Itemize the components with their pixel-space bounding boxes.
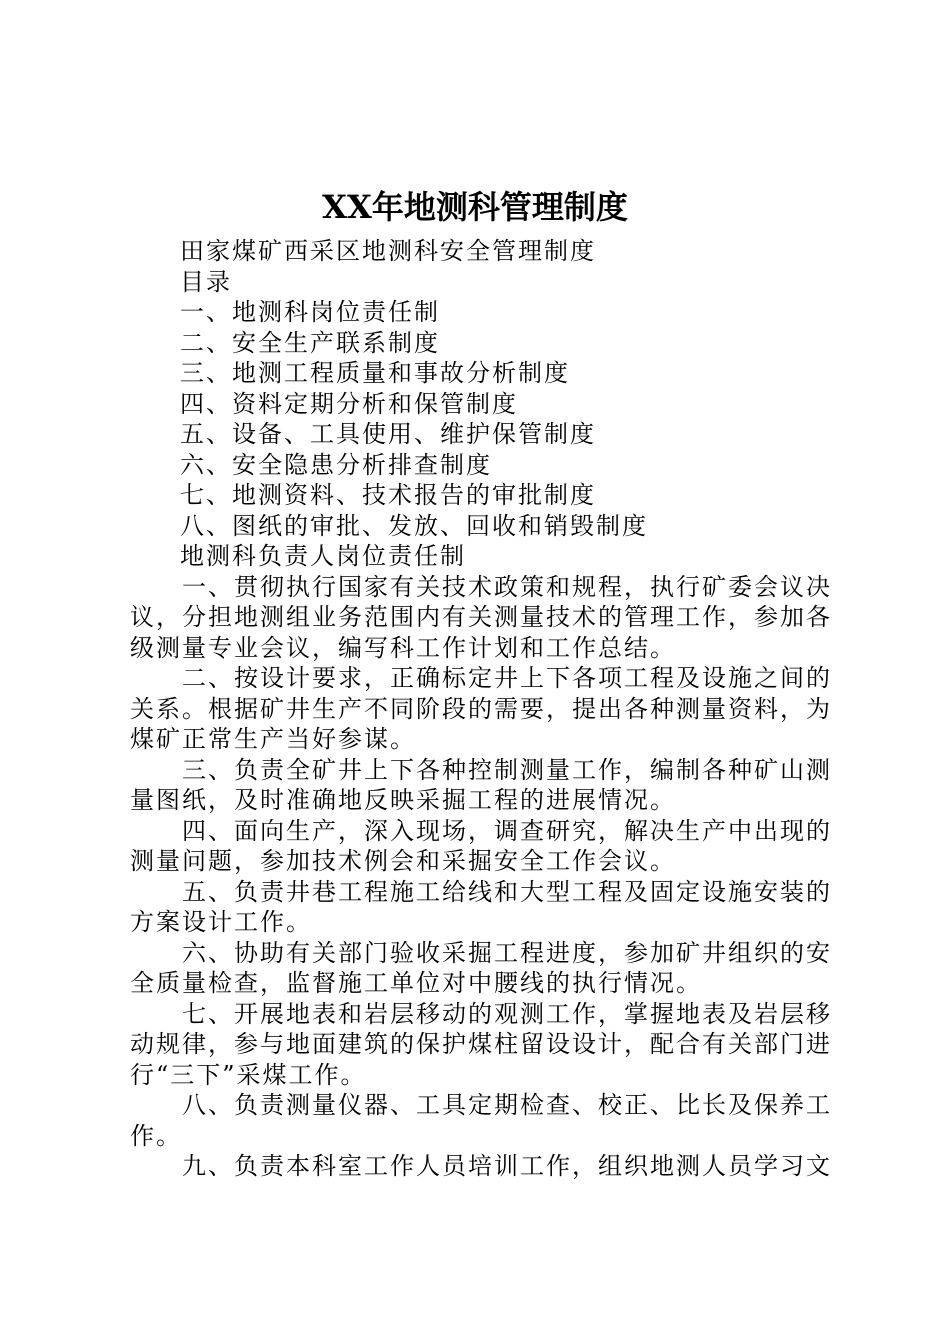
- paragraph: 九、负责本科室工作人员培训工作，组织地测人员学习文: [182, 1152, 832, 1180]
- section-heading: 地测科负责人岗位责任制: [180, 542, 466, 570]
- toc-item: 三、地测工程质量和事故分析制度: [180, 359, 570, 387]
- paragraph: 二、按设计要求，正确标定井上下各项工程及设施之间的关系。根据矿井生产不同阶段的需要，提出各种测量资料，为煤矿正常生产当好参谋。: [130, 664, 832, 753]
- paragraph: 五、负责井巷工程施工给线和大型工程及固定设施安装的方案设计工作。: [130, 877, 832, 936]
- paragraph: 一、贯彻执行国家有关技术政策和规程，执行矿委会议决议，分担地测组业务范围内有关测量技术的管理工作，参加各级测量专业会议，编写科工作计划和工作总结。: [130, 572, 832, 662]
- document-title: XX年地测科管理制度: [322, 188, 628, 226]
- paragraph: 四、面向生产，深入现场，调查研究，解决生产中出现的测量问题，参加技术例会和采掘安全工作会议。: [130, 816, 832, 875]
- paragraph: 六、协助有关部门验收采掘工程进度，参加矿井组织的安全质量检查，监督施工单位对中腰线的执行情况。: [130, 938, 832, 997]
- paragraph: 七、开展地表和岩层移动的观测工作，掌握地表及岩层移动规律，参与地面建筑的保护煤柱留设设计，配合有关部门进行“三下”采煤工作。: [130, 999, 832, 1089]
- paragraph: 三、负责全矿井上下各种控制测量工作，编制各种矿山测量图纸，及时准确地反映采掘工程的进展情况。: [130, 755, 832, 814]
- document-body: [130, 236, 832, 1182]
- toc-item: 五、设备、工具使用、维护保管制度: [180, 420, 596, 448]
- toc-item: 七、地测资料、技术报告的审批制度: [180, 481, 596, 509]
- toc-item: 六、安全隐患分析排查制度: [180, 450, 492, 479]
- document-subtitle: 田家煤矿西采区地测科安全管理制度: [180, 237, 596, 265]
- toc-item: 二、安全生产联系制度: [180, 328, 440, 357]
- toc-item: 一、地测科岗位责任制: [180, 298, 440, 326]
- paragraph: 八、负责测量仪器、工具定期检查、校正、比长及保养工作。: [130, 1091, 832, 1150]
- toc-item: 八、图纸的审批、发放、回收和销毁制度: [180, 511, 648, 540]
- toc-item: 四、资料定期分析和保管制度: [180, 389, 518, 418]
- toc-heading: 目录: [180, 267, 232, 296]
